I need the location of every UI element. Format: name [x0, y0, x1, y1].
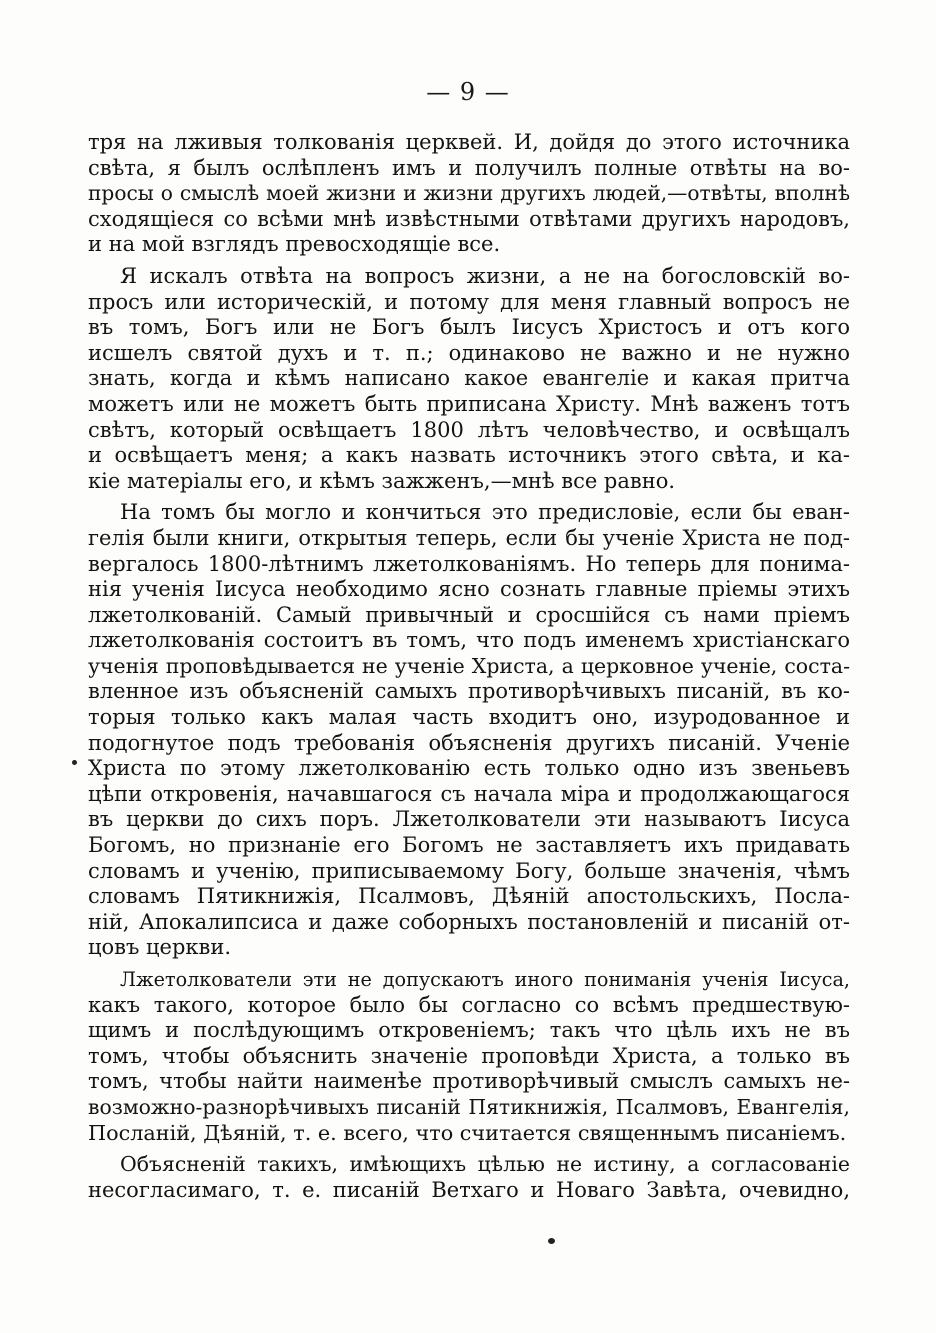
text-line: цовъ церкви. — [88, 935, 232, 960]
text-line: томъ, чтобы объяснить значеніе проповѣди Христа, а только въ — [88, 1043, 850, 1068]
text-line: знать, когда и кѣмъ написано какое евангеліе и какая притча — [88, 366, 850, 391]
text-line: въ томъ, Богъ или не Богъ былъ Іисусъ Христосъ и отъ кого — [88, 315, 850, 340]
text-line: Я искалъ отвѣта на вопросъ жизни, а не на богословскій во- — [120, 263, 850, 288]
text-line: исшелъ святой духъ и т. п.; одинаково не важно и не нужно — [88, 340, 850, 365]
text-line: просъ или историческій, и потому для меня главный вопросъ не — [88, 289, 850, 314]
ink-speck — [72, 760, 77, 765]
text-line: лжетолкованія состоитъ въ томъ, что подъ именемъ христіанскаго — [88, 628, 850, 653]
body-text — [88, 130, 850, 1203]
paragraph-3 — [88, 500, 850, 961]
text-line: свѣта, я былъ ослѣпленъ имъ и получилъ полные отвѣты на во- — [88, 155, 850, 180]
text-line: просы о смыслѣ моей жизни и жизни другихъ людей,—отвѣты, вполнѣ — [88, 181, 850, 206]
text-line: ученія проповѣдывается не ученіе Христа, а церковное ученіе, соста- — [88, 653, 850, 678]
text-line: свѣтъ, который освѣщаетъ 1800 лѣтъ человѣчество, и освѣщалъ — [88, 417, 850, 442]
text-line: несогласимаго, т. е. писаній Ветхаго и Новаго Завѣта, очевидно, — [88, 1177, 850, 1202]
text-line: подогнутое подъ требованія объясненія другихъ писаній. Ученіе — [88, 730, 850, 755]
text-line: вленное изъ объясненій самыхъ противорѣчивыхъ писаній, въ ко- — [88, 679, 850, 704]
text-line: лжетолкованій. Самый привычный и сросшійся съ нами пріемъ — [88, 602, 850, 627]
text-line: щимъ и послѣдующимъ откровеніемъ; такъ что цѣль ихъ не въ — [88, 1018, 850, 1043]
text-line: словамъ Пятикнижія, Псалмовъ, Дѣяній апостольскихъ, Посла- — [88, 884, 850, 909]
text-line: томъ, чтобы найти наименѣе противорѣчивый смыслъ самыхъ не- — [88, 1069, 850, 1094]
text-line: Богомъ, но признаніе его Богомъ не заставляетъ ихъ придавать — [88, 833, 850, 858]
paragraph-2 — [88, 264, 850, 494]
text-line: ній, Апокалипсиса и даже соборныхъ постановленій и писаній от- — [88, 909, 850, 934]
text-line: гелія были книги, открытыя теперь, если бы ученіе Христа не под- — [88, 525, 850, 550]
text-line: цѣпи откровенія, начавшагося съ начала міра и продолжающагося — [88, 781, 850, 806]
text-line: и освѣщаетъ меня; а какъ назвать источникъ этого свѣта, и ка- — [88, 443, 850, 468]
page-number: — 9 — — [426, 78, 510, 106]
paragraph-1 — [88, 130, 850, 258]
text-line: тря на лживыя толкованія церквей. И, дойдя до этого источника — [88, 130, 850, 154]
text-line: словамъ и ученію, приписываемому Богу, больше значенія, чѣмъ — [88, 858, 850, 883]
text-line: въ церкви до сихъ поръ. Лжетолкователи эти называютъ Іисуса — [88, 807, 850, 832]
paragraph-4 — [88, 967, 850, 1146]
text-line: сходящіеся со всѣми мнѣ извѣстными отвѣтами другихъ народовъ, — [88, 206, 850, 231]
text-line: и на мой взглядъ превосходящіе все. — [88, 232, 501, 257]
paragraph-5 — [88, 1152, 850, 1203]
text-line: Посланій, Дѣяній, т. е. всего, что считается священнымъ писаніемъ. — [88, 1120, 847, 1145]
text-line: нія ученія Іисуса необходимо ясно сознать главные пріемы этихъ — [88, 577, 850, 602]
ink-speck — [548, 1238, 555, 1244]
text-line: кіе матеріалы его, и кѣмъ зажженъ,—мнѣ все равно. — [88, 468, 676, 493]
text-line: возможно-разнорѣчивыхъ писаній Пятикнижія, Псалмовъ, Евангелія, — [88, 1094, 850, 1119]
text-line: торыя только какъ малая часть входитъ оно, изуродованное и — [88, 705, 850, 730]
text-line: На томъ бы могло и кончиться это предисловіе, если бы еван- — [120, 500, 850, 525]
text-line: Лжетолкователи эти не допускаютъ иного пониманія ученія Іисуса, — [120, 968, 850, 991]
text-line: Христа по этому лжетолкованію есть только одно изъ звеньевъ — [88, 756, 850, 781]
text-line: вергалось 1800-лѣтнимъ лжетолкованіямъ. Но теперь для понима- — [88, 551, 850, 576]
text-line: можетъ или не можетъ быть приписана Христу. Мнѣ важенъ тотъ — [88, 391, 850, 416]
text-line: Объясненій такихъ, имѣющихъ цѣлью не истину, а согласованіе — [120, 1152, 850, 1177]
text-line: какъ такого, которое было бы согласно со всѣмъ предшествую- — [88, 992, 850, 1017]
